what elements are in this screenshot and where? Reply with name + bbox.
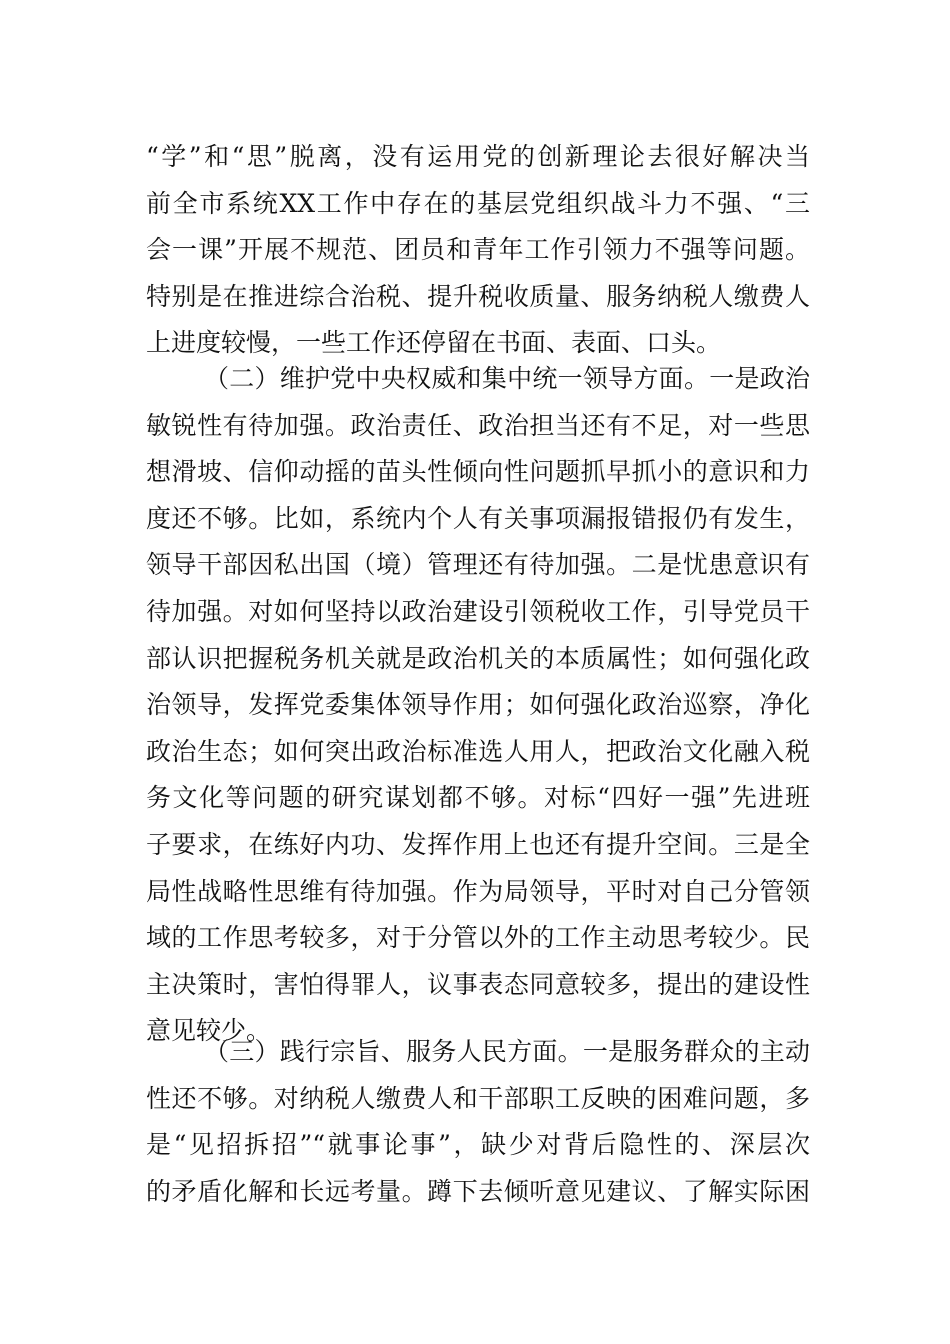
text-line: 会一课”开展不规范、团员和青年工作引领力不强等问题。 [146, 235, 810, 265]
text-line: 前全市系统XX工作中存在的基层党组织战斗力不强、“三 [146, 188, 810, 218]
text-line: （二）维护党中央权威和集中统一领导方面。一是政治 [204, 364, 810, 393]
text-line: 务文化等问题的研究谋划都不够。对标“四好一强”先进班 [146, 783, 810, 813]
paragraph-section-3 [146, 1029, 810, 1215]
text-line: 部认识把握税务机关就是政治机关的本质属性；如何强化政 [146, 643, 810, 673]
text-line: 想滑坡、信仰动摇的苗头性倾向性问题抓早抓小的意识和力 [146, 457, 810, 487]
text-line: 的矛盾化解和长远考量。蹲下去倾听意见建议、了解实际困 [146, 1176, 810, 1206]
text-line: 敏锐性有待加强。政治责任、政治担当还有不足，对一些思 [146, 410, 810, 440]
text-line: “学”和“思”脱离，没有运用党的创新理论去很好解决当 [146, 142, 810, 171]
text-line: 度还不够。比如，系统内个人有关事项漏报错报仍有发生， [146, 503, 810, 533]
paragraph-section-2 [146, 356, 810, 1055]
text-line: 主决策时，害怕得罪人，议事表态同意较多，提出的建设性 [146, 969, 810, 999]
text-line: 域的工作思考较多，对于分管以外的工作主动思考较少。民 [146, 923, 810, 953]
text-line: 意见较少。 [146, 1016, 272, 1046]
text-line: 领导干部因私出国（境）管理还有待加强。二是忧患意识有 [146, 550, 810, 580]
text-line: 政治生态；如何突出政治标准选人用人，把政治文化融入税 [146, 736, 810, 766]
text-line: （三）践行宗旨、服务人民方面。一是服务群众的主动 [204, 1037, 810, 1066]
text-line: 子要求，在练好内功、发挥作用上也还有提升空间。三是全 [146, 829, 810, 859]
text-line: 是“见招拆招”“就事论事”，缺少对背后隐性的、深层次 [146, 1130, 810, 1160]
text-line: 局性战略性思维有待加强。作为局领导，平时对自己分管领 [146, 876, 810, 906]
text-line: 性还不够。对纳税人缴费人和干部职工反映的困难问题，多 [146, 1083, 810, 1113]
text-line: 待加强。对如何坚持以政治建设引领税收工作，引导党员干 [146, 596, 810, 626]
paragraph-continuation [146, 134, 810, 367]
text-line: 特别是在推进综合治税、提升税收质量、服务纳税人缴费人 [146, 281, 810, 311]
text-line: 上进度较慢，一些工作还停留在书面、表面、口头。 [146, 328, 722, 358]
text-line: 治领导，发挥党委集体领导作用；如何强化政治巡察，净化 [146, 690, 810, 720]
